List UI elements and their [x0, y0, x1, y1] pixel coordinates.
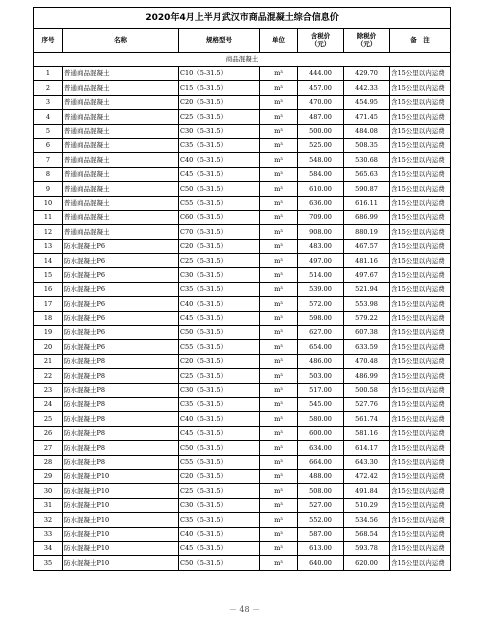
- cell-name: 防水混凝土P6: [63, 297, 179, 311]
- cell-tax-excl: 497.67: [344, 268, 390, 282]
- cell-no: 22: [34, 369, 63, 383]
- cell-no: 29: [34, 469, 63, 483]
- header-tax-incl: [298, 29, 344, 53]
- table-row: [34, 527, 451, 541]
- header-unit: 单位: [260, 29, 298, 53]
- cell-no: 12: [34, 225, 63, 239]
- cell-note: 含15公里以内运费: [390, 282, 451, 296]
- cell-tax-excl: 510.29: [344, 498, 390, 512]
- table-row: [34, 412, 451, 426]
- cell-spec: C50（5-31.5）: [179, 326, 260, 340]
- cell-name: 普通商品混凝土: [63, 153, 179, 167]
- cell-spec: C70（5-31.5）: [179, 225, 260, 239]
- cell-tax-incl: 539.00: [298, 282, 344, 296]
- table-row: [34, 138, 451, 152]
- cell-tax-incl: 587.00: [298, 527, 344, 541]
- cell-unit: m³: [260, 484, 298, 498]
- cell-no: 24: [34, 397, 63, 411]
- cell-name: 防水混凝土P10: [63, 513, 179, 527]
- cell-tax-excl: 486.99: [344, 369, 390, 383]
- cell-unit: m³: [260, 326, 298, 340]
- cell-name: 防水混凝土P10: [63, 469, 179, 483]
- cell-tax-incl: 654.00: [298, 340, 344, 354]
- cell-no: 23: [34, 383, 63, 397]
- cell-name: 防水混凝土P6: [63, 340, 179, 354]
- cell-no: 7: [34, 153, 63, 167]
- cell-spec: C40（5-31.5）: [179, 412, 260, 426]
- header-tax-incl-line2: （元）: [310, 39, 331, 48]
- cell-spec: C25（5-31.5）: [179, 254, 260, 268]
- table-row: [34, 513, 451, 527]
- cell-tax-excl: 521.94: [344, 282, 390, 296]
- table-row: [34, 81, 451, 95]
- cell-note: 含15公里以内运费: [390, 95, 451, 109]
- cell-spec: C40（5-31.5）: [179, 297, 260, 311]
- cell-note: 含15公里以内运费: [390, 527, 451, 541]
- table-row: [34, 426, 451, 440]
- table-row: [34, 354, 451, 368]
- cell-spec: C55（5-31.5）: [179, 455, 260, 469]
- cell-no: 19: [34, 326, 63, 340]
- cell-tax-excl: 590.87: [344, 182, 390, 196]
- cell-unit: m³: [260, 254, 298, 268]
- cell-tax-excl: 620.00: [344, 556, 390, 570]
- cell-name: 防水混凝土P6: [63, 268, 179, 282]
- cell-unit: m³: [260, 210, 298, 224]
- table-row: [34, 225, 451, 239]
- cell-unit: m³: [260, 311, 298, 325]
- cell-spec: C55（5-31.5）: [179, 196, 260, 210]
- cell-no: 15: [34, 268, 63, 282]
- cell-tax-incl: 508.00: [298, 484, 344, 498]
- cell-name: 防水混凝土P8: [63, 397, 179, 411]
- cell-spec: C25（5-31.5）: [179, 484, 260, 498]
- cell-name: 普通商品混凝土: [63, 196, 179, 210]
- cell-note: 含15公里以内运费: [390, 397, 451, 411]
- cell-name: 普通商品混凝土: [63, 124, 179, 138]
- cell-note: 含15公里以内运费: [390, 225, 451, 239]
- cell-note: 含15公里以内运费: [390, 210, 451, 224]
- cell-note: 含15公里以内运费: [390, 455, 451, 469]
- cell-tax-excl: 633.59: [344, 340, 390, 354]
- cell-name: 防水混凝土P8: [63, 412, 179, 426]
- cell-no: 16: [34, 282, 63, 296]
- cell-name: 防水混凝土P6: [63, 282, 179, 296]
- cell-tax-excl: 470.48: [344, 354, 390, 368]
- cell-unit: m³: [260, 527, 298, 541]
- cell-unit: m³: [260, 239, 298, 253]
- table-row: [34, 182, 451, 196]
- cell-note: 含15公里以内运费: [390, 268, 451, 282]
- table-row: [34, 196, 451, 210]
- cell-spec: C20（5-31.5）: [179, 469, 260, 483]
- cell-spec: C50（5-31.5）: [179, 182, 260, 196]
- cell-note: 含15公里以内运费: [390, 110, 451, 124]
- cell-tax-incl: 525.00: [298, 138, 344, 152]
- cell-tax-incl: 548.00: [298, 153, 344, 167]
- cell-note: 含15公里以内运费: [390, 469, 451, 483]
- cell-tax-incl: 483.00: [298, 239, 344, 253]
- cell-note: 含15公里以内运费: [390, 441, 451, 455]
- table-row: [34, 67, 451, 81]
- cell-tax-incl: 514.00: [298, 268, 344, 282]
- cell-name: 防水混凝土P8: [63, 455, 179, 469]
- table-row: [34, 110, 451, 124]
- cell-no: 5: [34, 124, 63, 138]
- cell-spec: C10（5-31.5）: [179, 67, 260, 81]
- cell-no: 28: [34, 455, 63, 469]
- cell-unit: m³: [260, 498, 298, 512]
- cell-note: 含15公里以内运费: [390, 196, 451, 210]
- cell-spec: C20（5-31.5）: [179, 239, 260, 253]
- cell-note: 含15公里以内运费: [390, 354, 451, 368]
- cell-unit: m³: [260, 441, 298, 455]
- cell-name: 防水混凝土P6: [63, 239, 179, 253]
- cell-tax-incl: 610.00: [298, 182, 344, 196]
- table-row: [34, 340, 451, 354]
- cell-tax-excl: 614.17: [344, 441, 390, 455]
- table-row: [34, 455, 451, 469]
- cell-unit: m³: [260, 297, 298, 311]
- cell-name: 普通商品混凝土: [63, 225, 179, 239]
- price-table: [33, 7, 451, 571]
- cell-tax-excl: 568.54: [344, 527, 390, 541]
- table-row: [34, 268, 451, 282]
- cell-tax-excl: 553.98: [344, 297, 390, 311]
- cell-tax-incl: 486.00: [298, 354, 344, 368]
- cell-tax-excl: 471.45: [344, 110, 390, 124]
- cell-spec: C35（5-31.5）: [179, 282, 260, 296]
- cell-tax-excl: 534.56: [344, 513, 390, 527]
- cell-tax-incl: 580.00: [298, 412, 344, 426]
- table-row: [34, 297, 451, 311]
- cell-spec: C35（5-31.5）: [179, 138, 260, 152]
- cell-tax-excl: 527.76: [344, 397, 390, 411]
- cell-no: 30: [34, 484, 63, 498]
- cell-spec: C50（5-31.5）: [179, 441, 260, 455]
- cell-unit: m³: [260, 67, 298, 81]
- cell-no: 33: [34, 527, 63, 541]
- cell-no: 6: [34, 138, 63, 152]
- cell-name: 普通商品混凝土: [63, 210, 179, 224]
- cell-note: 含15公里以内运费: [390, 239, 451, 253]
- table-row: [34, 210, 451, 224]
- cell-no: 32: [34, 513, 63, 527]
- cell-tax-incl: 664.00: [298, 455, 344, 469]
- cell-unit: m³: [260, 95, 298, 109]
- cell-note: 含15公里以内运费: [390, 556, 451, 570]
- cell-tax-incl: 636.00: [298, 196, 344, 210]
- cell-tax-incl: 444.00: [298, 67, 344, 81]
- cell-spec: C30（5-31.5）: [179, 498, 260, 512]
- cell-unit: m³: [260, 369, 298, 383]
- cell-tax-incl: 640.00: [298, 556, 344, 570]
- cell-name: 普通商品混凝土: [63, 110, 179, 124]
- cell-name: 普通商品混凝土: [63, 182, 179, 196]
- header-spec: 规格型号: [179, 29, 260, 53]
- cell-spec: C40（5-31.5）: [179, 153, 260, 167]
- cell-spec: C35（5-31.5）: [179, 513, 260, 527]
- cell-no: 26: [34, 426, 63, 440]
- cell-tax-excl: 467.57: [344, 239, 390, 253]
- header-tax-excl-line1: 除税价: [356, 31, 377, 40]
- cell-tax-incl: 470.00: [298, 95, 344, 109]
- cell-note: 含15公里以内运费: [390, 513, 451, 527]
- cell-spec: C50（5-31.5）: [179, 556, 260, 570]
- header-row: [34, 29, 451, 53]
- cell-tax-excl: 481.16: [344, 254, 390, 268]
- cell-name: 普通商品混凝土: [63, 138, 179, 152]
- cell-tax-incl: 572.00: [298, 297, 344, 311]
- table-row: [34, 326, 451, 340]
- cell-unit: m³: [260, 455, 298, 469]
- cell-no: 25: [34, 412, 63, 426]
- cell-no: 21: [34, 354, 63, 368]
- cell-tax-excl: 472.42: [344, 469, 390, 483]
- cell-name: 防水混凝土P10: [63, 498, 179, 512]
- cell-name: 防水混凝土P8: [63, 369, 179, 383]
- cell-note: 含15公里以内运费: [390, 254, 451, 268]
- cell-tax-incl: 517.00: [298, 383, 344, 397]
- cell-tax-excl: 579.22: [344, 311, 390, 325]
- cell-unit: m³: [260, 412, 298, 426]
- cell-no: 9: [34, 182, 63, 196]
- cell-name: 防水混凝土P10: [63, 527, 179, 541]
- cell-no: 13: [34, 239, 63, 253]
- cell-name: 普通商品混凝土: [63, 81, 179, 95]
- cell-spec: C35（5-31.5）: [179, 397, 260, 411]
- cell-note: 含15公里以内运费: [390, 182, 451, 196]
- cell-note: 含15公里以内运费: [390, 311, 451, 325]
- cell-note: 含15公里以内运费: [390, 153, 451, 167]
- cell-unit: m³: [260, 182, 298, 196]
- cell-no: 20: [34, 340, 63, 354]
- cell-spec: C45（5-31.5）: [179, 541, 260, 555]
- cell-tax-incl: 457.00: [298, 81, 344, 95]
- table-row: [34, 311, 451, 325]
- cell-note: 含15公里以内运费: [390, 138, 451, 152]
- cell-tax-excl: 643.30: [344, 455, 390, 469]
- header-no: 序号: [34, 29, 63, 53]
- cell-unit: m³: [260, 354, 298, 368]
- table-row: [34, 397, 451, 411]
- cell-tax-incl: 545.00: [298, 397, 344, 411]
- cell-spec: C45（5-31.5）: [179, 426, 260, 440]
- cell-spec: C40（5-31.5）: [179, 527, 260, 541]
- cell-name: 防水混凝土P6: [63, 254, 179, 268]
- cell-unit: m³: [260, 268, 298, 282]
- cell-spec: C30（5-31.5）: [179, 124, 260, 138]
- cell-tax-excl: 454.95: [344, 95, 390, 109]
- cell-no: 1: [34, 67, 63, 81]
- cell-name: 普通商品混凝土: [63, 95, 179, 109]
- table-row: [34, 484, 451, 498]
- cell-spec: C55（5-31.5）: [179, 340, 260, 354]
- cell-no: 8: [34, 167, 63, 181]
- header-tax-excl: [344, 29, 390, 53]
- header-tax-incl-line1: 含税价: [310, 31, 331, 40]
- table-row: [34, 153, 451, 167]
- cell-unit: m³: [260, 383, 298, 397]
- cell-name: 防水混凝土P10: [63, 541, 179, 555]
- category-row: 商品混凝土: [34, 53, 451, 67]
- table-row: [34, 541, 451, 555]
- cell-name: 防水混凝土P6: [63, 326, 179, 340]
- table-row: [34, 124, 451, 138]
- cell-no: 2: [34, 81, 63, 95]
- table-row: [34, 441, 451, 455]
- cell-note: 含15公里以内运费: [390, 498, 451, 512]
- cell-tax-excl: 686.99: [344, 210, 390, 224]
- cell-spec: C45（5-31.5）: [179, 311, 260, 325]
- cell-unit: m³: [260, 110, 298, 124]
- cell-no: 4: [34, 110, 63, 124]
- cell-tax-excl: 581.16: [344, 426, 390, 440]
- cell-tax-excl: 880.19: [344, 225, 390, 239]
- cell-unit: m³: [260, 138, 298, 152]
- cell-note: 含15公里以内运费: [390, 541, 451, 555]
- cell-spec: C20（5-31.5）: [179, 354, 260, 368]
- cell-name: 防水混凝土P10: [63, 484, 179, 498]
- cell-no: 27: [34, 441, 63, 455]
- table-row: [34, 383, 451, 397]
- cell-name: 防水混凝土P8: [63, 383, 179, 397]
- table-body: [34, 67, 451, 571]
- cell-tax-excl: 593.78: [344, 541, 390, 555]
- cell-unit: m³: [260, 225, 298, 239]
- table-row: [34, 95, 451, 109]
- cell-spec: C30（5-31.5）: [179, 383, 260, 397]
- cell-note: 含15公里以内运费: [390, 412, 451, 426]
- cell-unit: m³: [260, 513, 298, 527]
- cell-no: 35: [34, 556, 63, 570]
- cell-no: 10: [34, 196, 63, 210]
- cell-no: 18: [34, 311, 63, 325]
- cell-spec: C15（5-31.5）: [179, 81, 260, 95]
- cell-unit: m³: [260, 124, 298, 138]
- cell-tax-incl: 908.00: [298, 225, 344, 239]
- cell-tax-excl: 484.08: [344, 124, 390, 138]
- cell-tax-incl: 488.00: [298, 469, 344, 483]
- cell-no: 14: [34, 254, 63, 268]
- table-row: [34, 239, 451, 253]
- cell-unit: m³: [260, 282, 298, 296]
- cell-tax-excl: 565.63: [344, 167, 390, 181]
- cell-note: 含15公里以内运费: [390, 81, 451, 95]
- page-number: － 48 －: [228, 605, 261, 614]
- cell-spec: C25（5-31.5）: [179, 110, 260, 124]
- table-row: [34, 469, 451, 483]
- cell-tax-excl: 561.74: [344, 412, 390, 426]
- table-row: [34, 282, 451, 296]
- cell-no: 31: [34, 498, 63, 512]
- cell-unit: m³: [260, 556, 298, 570]
- table-row: [34, 369, 451, 383]
- cell-unit: m³: [260, 541, 298, 555]
- cell-no: 3: [34, 95, 63, 109]
- table-row: [34, 498, 451, 512]
- cell-name: 普通商品混凝土: [63, 167, 179, 181]
- cell-tax-excl: 429.70: [344, 67, 390, 81]
- table-title: 2020年4月上半月武汉市商品混凝土综合信息价: [34, 8, 451, 29]
- table-row: [34, 556, 451, 570]
- cell-tax-excl: 500.58: [344, 383, 390, 397]
- cell-tax-incl: 552.00: [298, 513, 344, 527]
- cell-tax-incl: 527.00: [298, 498, 344, 512]
- cell-tax-incl: 598.00: [298, 311, 344, 325]
- cell-note: 含15公里以内运费: [390, 426, 451, 440]
- cell-no: 11: [34, 210, 63, 224]
- cell-spec: C20（5-31.5）: [179, 95, 260, 109]
- cell-no: 34: [34, 541, 63, 555]
- cell-unit: m³: [260, 469, 298, 483]
- cell-tax-incl: 709.00: [298, 210, 344, 224]
- cell-name: 防水混凝土P8: [63, 426, 179, 440]
- cell-tax-incl: 584.00: [298, 167, 344, 181]
- cell-spec: C45（5-31.5）: [179, 167, 260, 181]
- table-row: [34, 254, 451, 268]
- cell-name: 防水混凝土P8: [63, 354, 179, 368]
- cell-spec: C60（5-31.5）: [179, 210, 260, 224]
- cell-name: 防水混凝土P10: [63, 556, 179, 570]
- cell-spec: C30（5-31.5）: [179, 268, 260, 282]
- cell-tax-incl: 600.00: [298, 426, 344, 440]
- cell-name: 防水混凝土P6: [63, 311, 179, 325]
- cell-note: 含15公里以内运费: [390, 369, 451, 383]
- header-name: 名称: [63, 29, 179, 53]
- cell-tax-excl: 442.33: [344, 81, 390, 95]
- cell-spec: C25（5-31.5）: [179, 369, 260, 383]
- cell-tax-incl: 487.00: [298, 110, 344, 124]
- cell-unit: m³: [260, 340, 298, 354]
- cell-note: 含15公里以内运费: [390, 326, 451, 340]
- cell-tax-excl: 616.11: [344, 196, 390, 210]
- cell-name: 普通商品混凝土: [63, 67, 179, 81]
- cell-note: 含15公里以内运费: [390, 167, 451, 181]
- cell-tax-incl: 627.00: [298, 326, 344, 340]
- cell-unit: m³: [260, 153, 298, 167]
- cell-note: 含15公里以内运费: [390, 124, 451, 138]
- cell-unit: m³: [260, 167, 298, 181]
- cell-note: 含15公里以内运费: [390, 297, 451, 311]
- cell-note: 含15公里以内运费: [390, 67, 451, 81]
- cell-unit: m³: [260, 426, 298, 440]
- cell-tax-incl: 613.00: [298, 541, 344, 555]
- cell-tax-incl: 503.00: [298, 369, 344, 383]
- cell-tax-incl: 500.00: [298, 124, 344, 138]
- cell-tax-incl: 634.00: [298, 441, 344, 455]
- cell-tax-excl: 491.84: [344, 484, 390, 498]
- cell-tax-incl: 497.00: [298, 254, 344, 268]
- cell-tax-excl: 508.35: [344, 138, 390, 152]
- cell-unit: m³: [260, 196, 298, 210]
- cell-tax-excl: 607.38: [344, 326, 390, 340]
- cell-note: 含15公里以内运费: [390, 340, 451, 354]
- header-note: 备 注: [390, 29, 451, 53]
- cell-name: 防水混凝土P8: [63, 441, 179, 455]
- cell-tax-excl: 530.68: [344, 153, 390, 167]
- cell-note: 含15公里以内运费: [390, 484, 451, 498]
- cell-unit: m³: [260, 81, 298, 95]
- table-row: [34, 167, 451, 181]
- cell-note: 含15公里以内运费: [390, 383, 451, 397]
- header-tax-excl-line2: （元）: [356, 39, 377, 48]
- cell-no: 17: [34, 297, 63, 311]
- cell-unit: m³: [260, 397, 298, 411]
